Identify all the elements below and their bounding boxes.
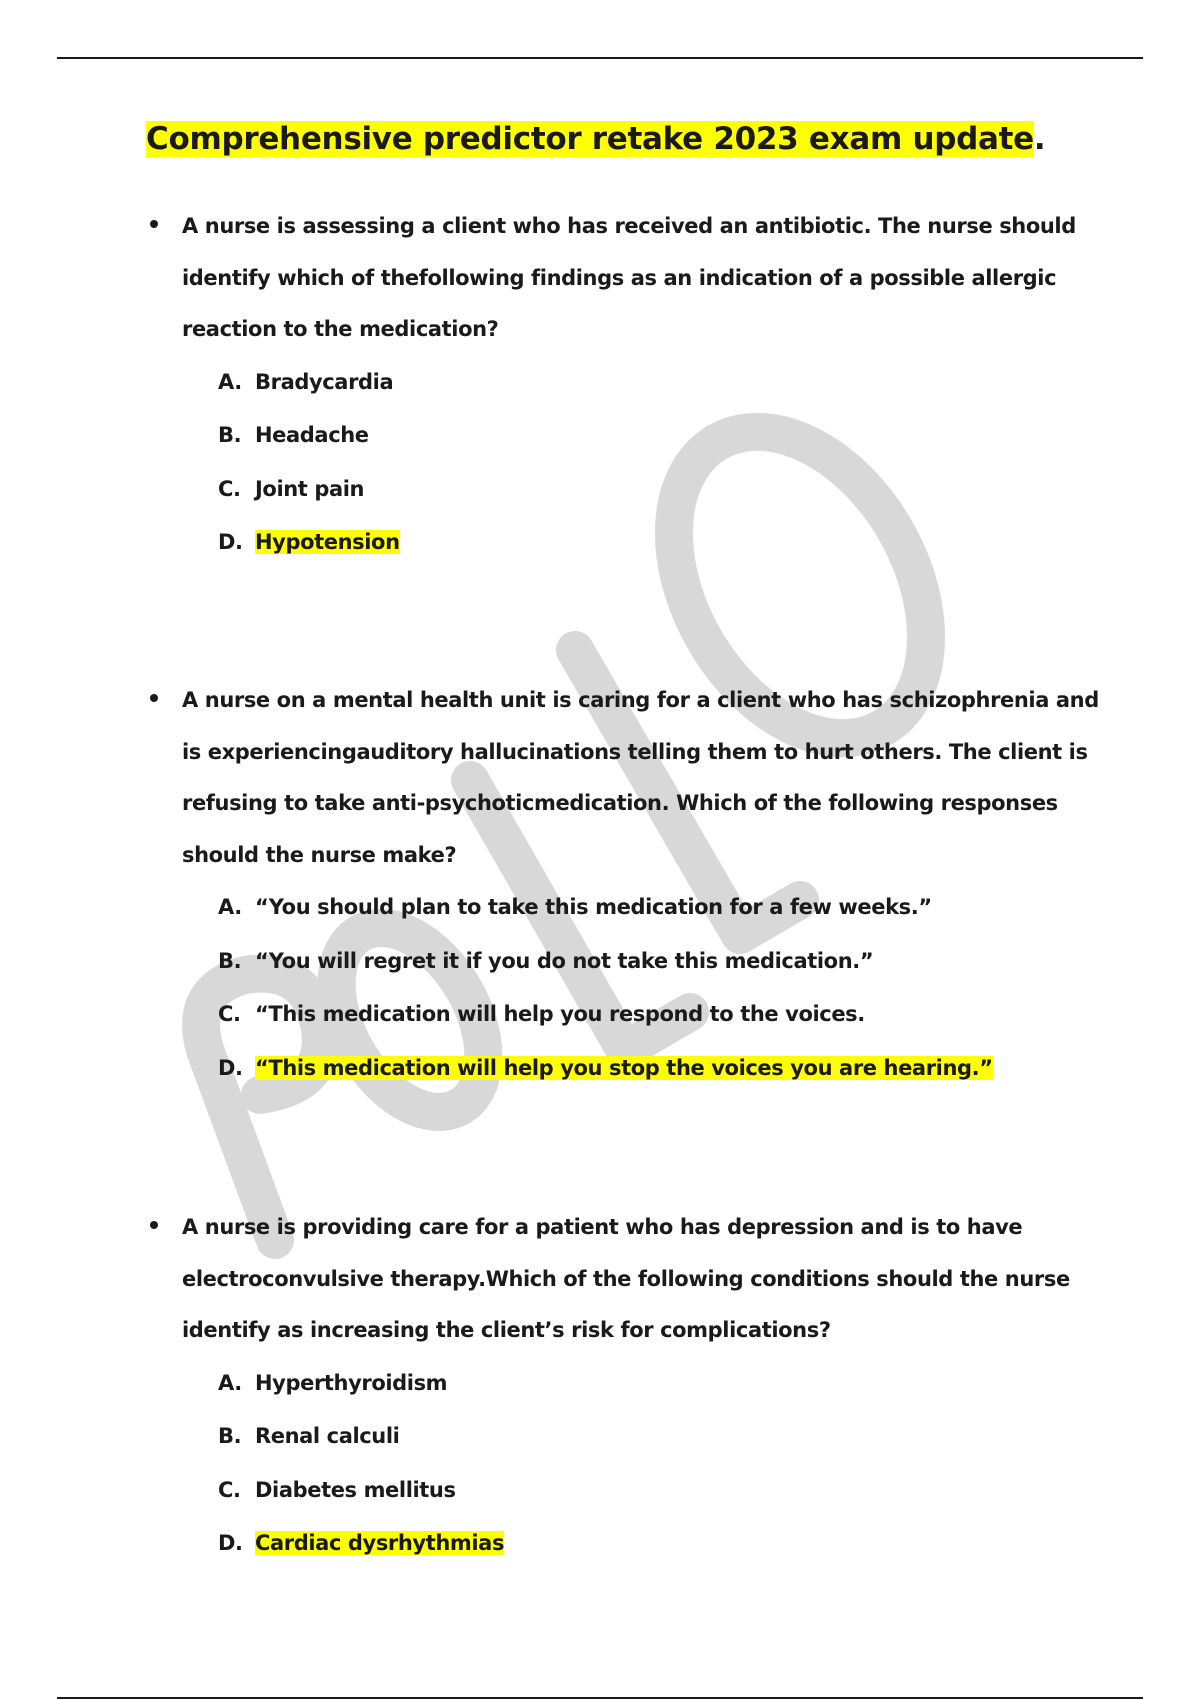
option-text-highlighted: Hypotension	[255, 530, 400, 554]
question-3	[146, 1202, 1106, 1571]
option-text: “You will regret it if you do not take this medication.”	[255, 948, 874, 973]
option-text: Bradycardia	[255, 369, 394, 394]
bullet-icon	[150, 220, 158, 228]
option-a	[218, 1357, 1106, 1411]
option-b	[218, 1410, 1106, 1464]
option-letter: B.	[218, 948, 242, 973]
option-d-correct	[218, 1042, 1106, 1096]
question-2	[146, 675, 1106, 1095]
option-c	[218, 988, 1106, 1042]
answer-options	[146, 356, 1106, 570]
option-d-correct	[218, 1517, 1106, 1571]
option-text: Hyperthyroidism	[255, 1370, 448, 1395]
option-text-highlighted: “This medication will help you stop the voices you are hearing.”	[255, 1055, 993, 1080]
option-letter: D.	[218, 1055, 243, 1080]
option-text: Headache	[255, 423, 369, 447]
option-letter: D.	[218, 1531, 243, 1555]
option-a	[218, 356, 1106, 410]
option-text: “You should plan to take this medication for a few weeks.”	[255, 895, 932, 919]
option-letter: B.	[218, 1424, 242, 1448]
title-period: .	[1033, 121, 1046, 157]
answer-options	[146, 881, 1106, 1095]
option-text: Joint pain	[255, 476, 365, 501]
top-rule	[57, 57, 1143, 59]
option-text: Diabetes mellitus	[255, 1477, 456, 1502]
option-letter: C.	[218, 476, 241, 501]
document-title	[146, 117, 1045, 161]
title-highlight: Comprehensive predictor retake 2023 exam update	[146, 121, 1034, 157]
option-letter: A.	[218, 1370, 242, 1395]
bullet-icon	[150, 694, 158, 702]
option-letter: B.	[218, 423, 242, 447]
question-1	[146, 201, 1106, 570]
option-letter: D.	[218, 530, 243, 554]
option-c	[218, 463, 1106, 517]
option-b	[218, 935, 1106, 989]
option-text: “This medication will help you respond to the voices.	[255, 1002, 865, 1026]
option-text-highlighted: Cardiac dysrhythmias	[255, 1531, 505, 1555]
option-letter: A.	[218, 369, 242, 394]
bottom-rule	[57, 1697, 1143, 1699]
option-b	[218, 409, 1106, 463]
option-text: Renal calculi	[255, 1424, 400, 1448]
bullet-icon	[150, 1221, 158, 1229]
question-stem: A nurse on a mental health unit is caring for a client who has schizophrenia and is experiencingauditory hallucinations telling them to hurt others. The client is refusing to take anti-psychoticmedication. Which of the following responses should the nurse make?	[182, 688, 1099, 867]
option-letter: C.	[218, 1477, 241, 1502]
question-stem: A nurse is providing care for a patient who has depression and is to have electroconvulsive therapy.Which of the following conditions should the nurse identify as increasing the client’s risk for complications?	[182, 1215, 1070, 1342]
answer-options	[146, 1357, 1106, 1571]
option-c	[218, 1464, 1106, 1518]
option-letter: A.	[218, 895, 242, 919]
question-stem: A nurse is assessing a client who has received an antibiotic. The nurse should identify which of thefollowing findings as an indication of a possible allergic reaction to the medication?	[182, 214, 1076, 341]
option-letter: C.	[218, 1002, 241, 1026]
option-a	[218, 881, 1106, 935]
option-d-correct	[218, 516, 1106, 570]
